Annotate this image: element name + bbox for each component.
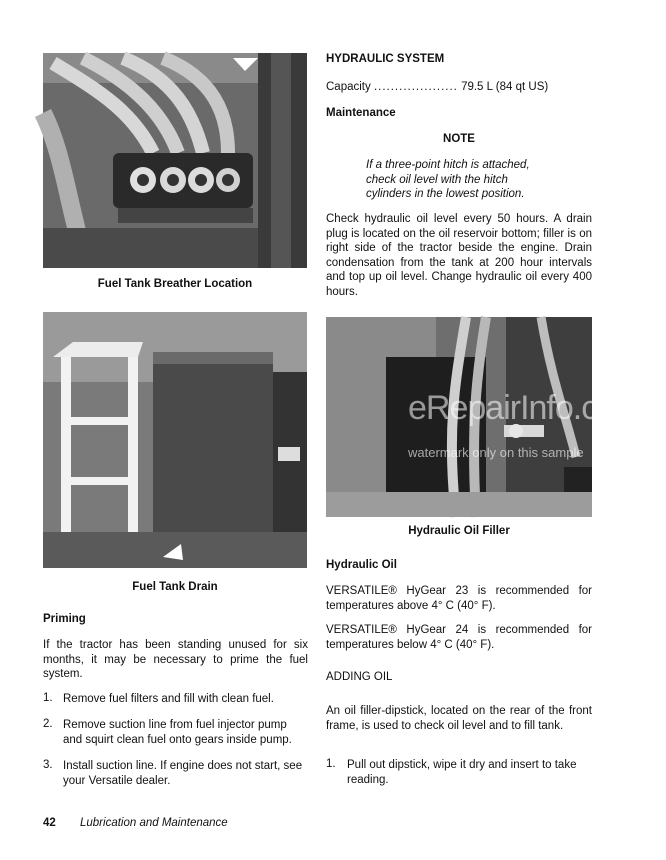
note-text: If a three-point hitch is attached, check oil level with the hitch cylinders in the lowest position. [366,159,530,200]
priming-step-1-num: 1. [43,692,53,704]
priming-step-2-text: Remove suction line from fuel injector pump and squirt clean fuel onto gears inside pump. [63,719,292,746]
adding-oil-step-1-text: Pull out dipstick, wipe it dry and insert to take reading. [347,759,577,786]
photo3-caption: Hydraulic Oil Filler [408,525,510,537]
watermark-notice: watermark only on this sample [408,445,584,460]
capacity-dots: .................... [373,81,458,93]
capacity-value: 79.5 L (84 qt US) [461,81,549,93]
photo-fuel-tank-drain [43,312,307,568]
versatile-hygear-23: VERSATILE® HyGear 23 is recommended for temperatures above 4° C (40° F). [326,585,592,612]
photo2-caption: Fuel Tank Drain [132,581,218,593]
photo1-caption: Fuel Tank Breather Location [97,278,253,290]
priming-step-3-text: Install suction line. If engine does not start, see your Versatile dealer. [63,760,303,787]
priming-intro: If the tractor has been standing unused for six months, it may be necessary to prime the fuel system. [43,639,308,680]
maintenance-heading: Maintenance [326,107,396,119]
adding-oil-heading: ADDING OIL [326,671,393,683]
hydraulic-system-heading: HYDRAULIC SYSTEM [326,53,445,65]
adding-oil-step-1-num: 1. [326,758,336,770]
photo-fuel-tank-breather [43,53,307,268]
footer-page-number: 42 [43,817,56,829]
capacity-label: Capacity [326,81,371,93]
filler-dipstick-paragraph: An oil filler-dipstick, located on the rear of the front frame, is used to check oil level and to fill tank. [326,705,592,732]
hydraulic-oil-heading: Hydraulic Oil [326,559,397,571]
versatile-hygear-24: VERSATILE® HyGear 24 is recommended for temperatures below 4° C (40° F). [326,624,592,651]
capacity-line [326,80,592,95]
priming-step-1-text: Remove fuel filters and fill with clean fuel. [63,693,274,705]
priming-heading: Priming [43,613,86,625]
note-heading: NOTE [443,133,475,145]
priming-step-3-num: 3. [43,759,53,771]
footer-section-title: Lubrication and Maintenance [80,817,228,829]
photo-hydraulic-oil-filler [326,317,643,517]
priming-step-2-num: 2. [43,718,53,730]
check-paragraph: Check hydraulic oil level every 50 hours. A drain plug is located on the oil reservoir bottom; filler is on right side of the tractor beside the engine. Drain condensation from the tank at 200 hour intervals and top up oil level. Change hydraulic oil every 400 hours. [326,213,592,298]
watermark-site: eRepairInfo.com [408,389,643,427]
